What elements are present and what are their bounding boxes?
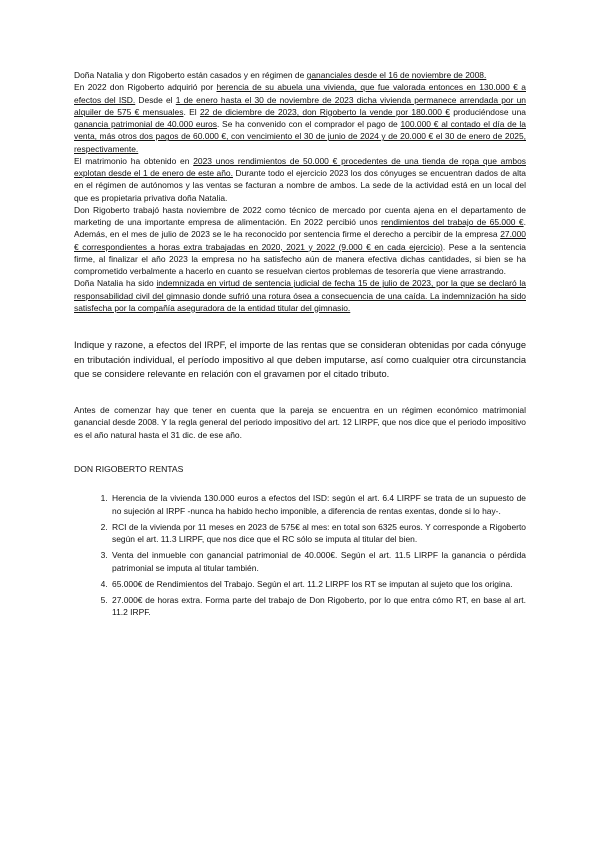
underlined-text: indemnizada en virtud de sentencia judicial de fecha 15 de julio de 2023, por la que se declaró la responsabilidad civil del gimnasio donde sufrió una rotura ósea a consecuencia de una caída. La indemnización ha sido satisfecha por la compañía aseguradora de la entidad titular del gimnasio. (74, 278, 526, 313)
case-text: . Pese a la sentencia firme, al finalizar el año 2023 la empresa no ha satisfecho aún de manera efectiva dichas cantidades, si bien se ha comprometido verbalmente a hacerlo en cuanto se resuelvan ciertos problemas de tesorería que viene arrastrando. (74, 241, 526, 276)
case-text: Don Rigoberto trabajó hasta noviembre de 2022 como técnico de mercado por cuenta ajena en el departamento de marketing de una importante empresa de alimentación. En 2022 percibió unos (74, 204, 526, 227)
case-paragraph-inheritance (74, 81, 526, 155)
case-text: Doña Natalia ha sido (74, 278, 157, 289)
list-item: 1. Herencia de la vivienda 130.000 euros a efectos del ISD: según el art. 6.4 LIRPF se trata de un supuesto de no sujeción al IRPF -nunca ha habido hecho imponible, a diferencia de rentas exentas, donde si lo hay-. (110, 492, 526, 517)
case-paragraph-employment (74, 204, 526, 278)
case-text: En 2022 don Rigoberto adquirió por (74, 82, 217, 93)
case-paragraph-marriage (74, 69, 526, 81)
question-paragraph: Indique y razone, a efectos del IRPF, el importe de las rentas que se consideran obtenidas por cada cónyuge en tributación individual, el período impositivo al que deben imputarse, así como cualquier otra circunstancia que se considere relevante en relación con el gravamen por el citado tributo. (74, 340, 526, 380)
underlined-text: 22 de diciembre de 2023, don Rigoberto la vende por 180.000 € (199, 106, 450, 117)
underlined-text: ganancia patrimonial de 40.000 euros (74, 119, 217, 129)
intro-paragraph: Antes de comenzar hay que tener en cuenta que la pareja se encuentra en un régimen económico matrimonial ganancial desde 2008. Y la regla general del periodo impositivo del art. 12 LIRPF, que nos dice que el periodo impositivo es el año natural hasta el 31 dic. de ese año. (74, 404, 526, 440)
underlined-text: 100.000 € al contado el día de la venta, más otros dos pagos de 60.000 €, con vencimiento el 30 de junio de 2024 y de 20.000 € el 30 de enero de 2025, respectivamente. (74, 119, 526, 154)
case-text: . Además, en el mes de julio de 2023 se le ha reconocido por sentencia firme el derecho a percibir de la empresa (74, 217, 526, 240)
list-item: 4. 65.000€ de Rendimientos del Trabajo. Según el art. 11.2 LIRPF los RT se imputan al sujeto que los origina. (110, 578, 526, 590)
list-item: 2. RCI de la vivienda por 11 meses en 2023 de 575€ al mes: en total son 6325 euros. Y corresponde a Rigoberto según el art. 11.3 LIRPF, que nos dice que el RC sólo se imputa al titular del bien. (110, 521, 526, 546)
underlined-text: 27.000 € correspondientes a horas extra trabajadas en 2020, 2021 y 2022 (9.000 € en cada ejercicio) (74, 229, 526, 252)
list-item: 3. Venta del inmueble con ganancial patrimonial de 40.000€. Según el art. 11.5 LIRPF la ganancia o pérdida patrimonial se imputa al titular también. (110, 549, 526, 574)
underlined-text: herencia de su abuela una vivienda, que fue valorada entonces en 130.000 € a efectos del ISD. (74, 82, 526, 105)
underlined-text: gananciales desde el 16 de noviembre de 2008. (306, 70, 487, 80)
rentas-list (74, 492, 526, 618)
case-paragraph-business (74, 155, 526, 204)
case-text: Desde el (135, 94, 176, 105)
underlined-text: rendimientos del trabajo de 65.000 € (381, 217, 524, 227)
list-item: 5. 27.000€ de horas extra. Forma parte del trabajo de Don Rigoberto, por lo que entra cómo RT, en base al art. 11.2 IRPF. (110, 594, 526, 619)
case-text: . El (183, 106, 200, 117)
case-text: produciéndose una (449, 106, 526, 117)
case-statement (74, 69, 526, 314)
underlined-text: 2023 unos rendimientos de 50.000 € procedentes de una tienda de ropa que ambos explotan desde el 1 de enero de este año. (74, 155, 526, 178)
case-text: Durante todo el ejercicio 2023 los dos cónyuges se encuentran dados de alta en el régimen de autónomos y las ventas se facturan a nombre de ambos. La sede de la actividad está en un local del que es propietaria privativa doña Natalia. (74, 168, 526, 203)
case-text: Doña Natalia y don Rigoberto están casados y en régimen de (74, 70, 307, 80)
underlined-text: 1 de enero hasta el 30 de noviembre de 2023 dicha vivienda permanece arrendada por un alquiler de 575 € mensuales (74, 94, 526, 117)
case-paragraph-indemnity (74, 277, 526, 314)
case-text: El matrimonio ha obtenido en (74, 155, 194, 166)
section-heading: DON RIGOBERTO RENTAS (74, 464, 184, 475)
case-text: . Se ha convenido con el comprador el pago de (216, 119, 401, 129)
